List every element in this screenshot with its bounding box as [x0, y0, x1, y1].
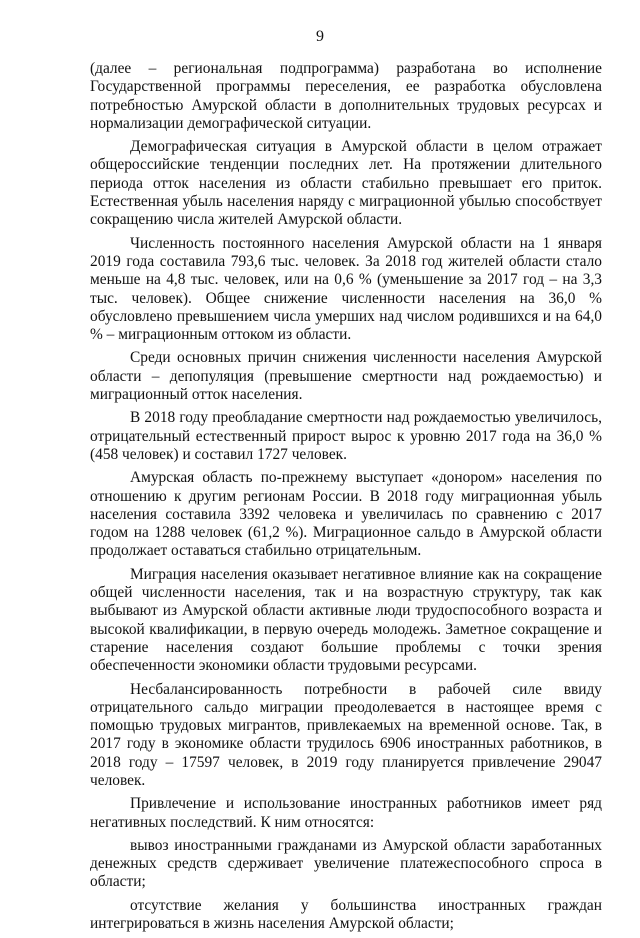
- list-item: отсутствие желания у большинства иностранных граждан интегрироваться в жизнь населения Амурской области;: [90, 896, 602, 933]
- document-body: [90, 60, 602, 938]
- paragraph: Миграция населения оказывает негативное влияние как на сокращение общей численности населения, так и на возрастную структуру, так как выбывают из Амурской области активные люди трудоспособного возраста и высокой квалификации, в первую очередь молодежь. Заметное сокращение и старение населения создают большие проблемы с точки зрения обеспеченности экономики области трудовыми ресурсами.: [90, 565, 602, 675]
- paragraph: Демографическая ситуация в Амурской области в целом отражает общероссийские тенденции последних лет. На протяжении длительного периода отток населения из области стабильно превышает его приток. Естественная убыль населения наряду с миграционной убылью способствует сокращению числа жителей Амурской области.: [90, 138, 602, 229]
- paragraph: Среди основных причин снижения численности населения Амурской области – депопуляция (превышение смертности над рождаемостью) и миграционный отток населения.: [90, 349, 602, 404]
- paragraph: В 2018 году преобладание смертности над рождаемостью увеличилось, отрицательный естественный прирост вырос к уровню 2017 года на 36,0 % (458 человек) и составил 1727 человек.: [90, 409, 602, 463]
- page-number: 9: [316, 28, 324, 45]
- paragraph: Амурская область по-прежнему выступает «донором» населения по отношению к другим регионам России. В 2018 году миграционная убыль населения составила 3392 человека и увеличилась по сравнению с 2017 годом на 1288 человек (61,2 %). Миграционное сальдо в Амурской области продолжает оставаться стабильно отрицательным.: [90, 469, 602, 560]
- paragraph: Несбалансированность потребности в рабочей силе ввиду отрицательного сальдо миграции преодолевается в настоящее время с помощью трудовых мигрантов, привлекаемых на временной основе. Так, в 2017 году в экономике области трудилось 6906 иностранных работников, в 2018 году – 17597 человек, в 2019 году планируется привлечение 29047 человек.: [90, 680, 602, 789]
- paragraph: Численность постоянного населения Амурской области на 1 января 2019 года составила 793,6 тыс. человек. За 2018 год жителей области стало меньше на 4,8 тыс. человек, или на 0,6 % (уменьшение за 2017 год – на 3,3 тыс. человек). Общее снижение численности населения на 36,0 % обусловлено превышением числа умерших над числом родившихся и на 64,0 % – миграционным оттоком из области.: [90, 234, 602, 344]
- list-item: вывоз иностранными гражданами из Амурской области заработанных денежных средств сдерживает увеличение платежеспособного спроса в области;: [90, 836, 602, 891]
- paragraph: (далее – региональная подпрограмма) разработана во исполнение Государственной программы переселения, ее разработка обусловлена потребностью Амурской области в дополнительных трудовых ресурсах и нормализации демографической ситуации.: [90, 60, 602, 132]
- paragraph: Привлечение и использование иностранных работников имеет ряд негативных последствий. К ним относятся:: [90, 795, 602, 831]
